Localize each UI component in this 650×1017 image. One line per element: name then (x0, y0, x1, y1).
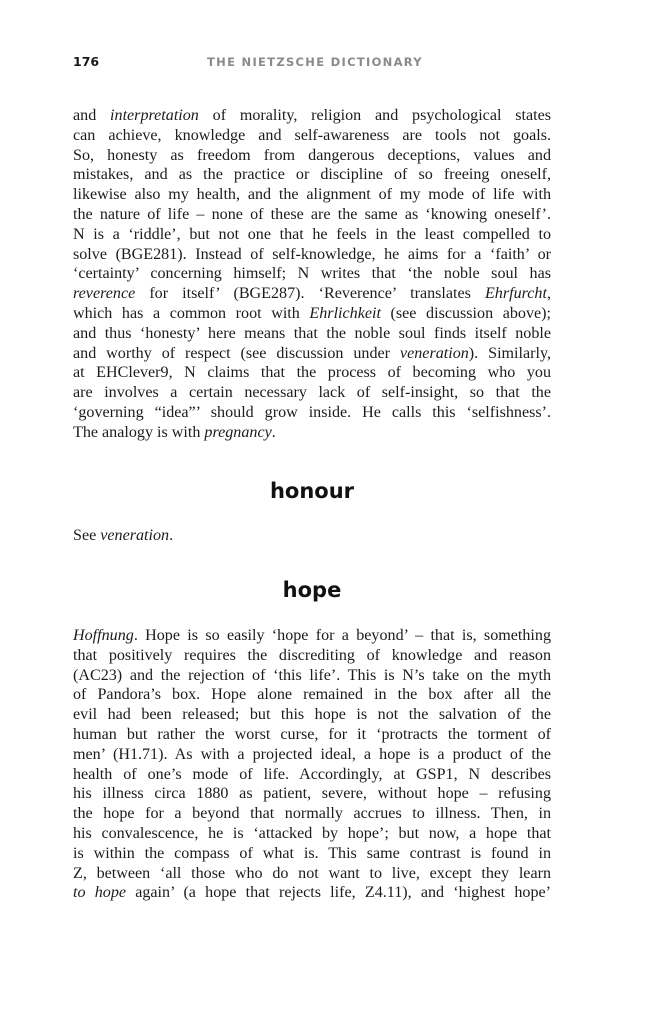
text-run: health of one’s mode of life. Accordingly, at GSP1, N describes (73, 765, 551, 783)
text-run: the hope for a beyond that normally accrues to illness. Then, in (73, 805, 551, 823)
headword-honour: honour (269, 479, 355, 503)
text-line (73, 146, 551, 166)
text-line (73, 245, 551, 265)
text-line (73, 403, 551, 423)
text-line (73, 646, 551, 666)
text-run: again’ (a hope that rejects life, Z4.11), and ‘highest hope’ (126, 884, 551, 902)
text-line (73, 883, 551, 903)
text-run: N is a ‘riddle’, but not one that he feels in the least compelled to (73, 225, 551, 243)
text-line (73, 824, 551, 844)
text-run: which has a common root with (73, 304, 310, 322)
italic-run: interpretation (110, 107, 199, 124)
headword-hope: hope (282, 578, 342, 602)
text-run: and worthy of respect (see discussion under (73, 344, 400, 362)
text-line (73, 725, 551, 745)
text-run: , (546, 285, 551, 303)
text-run: can achieve, knowledge and self-awareness are tools not goals. (73, 126, 551, 144)
text-line (73, 185, 551, 205)
text-run: likewise also my health, and the alignment of my mode of life with (73, 186, 551, 204)
text-line (73, 526, 551, 546)
text-run: human but rather the worst curse, for it ‘protracts the torment of (73, 725, 551, 743)
text-run: men’ (H1.71). As with a projected ideal, a hope is a product of the (73, 745, 551, 763)
text-run: evil had been released; but this hope is not the salvation of the (73, 706, 551, 724)
text-line (73, 284, 551, 304)
text-line (73, 626, 551, 646)
text-line (73, 126, 551, 146)
text-run: Z, between ‘all those who do not want to live, except they learn (73, 864, 551, 882)
text-run: the nature of life – none of these are the same as ‘knowing oneself’. (73, 205, 551, 223)
italic-run: to hope (73, 884, 127, 902)
text-run: (see discussion above); (380, 304, 551, 322)
text-line (73, 784, 551, 804)
text-run: See (73, 527, 101, 544)
text-line (73, 363, 551, 383)
text-line (73, 344, 551, 364)
text-run: ). Similarly, (468, 344, 551, 362)
text-line (73, 205, 551, 225)
text-line (73, 324, 551, 344)
text-line (73, 304, 551, 324)
text-line (73, 666, 551, 686)
text-run: ‘governing “idea”’ should grow inside. He calls this ‘selfishness’. (73, 403, 551, 421)
running-head (73, 54, 553, 72)
text-line (73, 804, 551, 824)
text-run: that positively requires the discrediting of knowledge and reason (73, 646, 551, 664)
text-run: for itself’ (BGE287). ‘Reverence’ translates (135, 285, 485, 303)
text-line (73, 765, 551, 785)
text-run: of Pandora’s box. Hope alone remained in the box after all the (73, 686, 551, 704)
text-run: . (169, 527, 174, 544)
text-run: of morality, religion and psychological states (198, 107, 551, 124)
italic-run: Ehrfurcht (484, 285, 547, 303)
italic-run: Ehrlichkeit (309, 304, 381, 322)
text-run: and (73, 107, 111, 124)
text-run: So, honesty as freedom from dangerous deceptions, values and (73, 146, 551, 164)
text-line (73, 844, 551, 864)
text-run: solve (BGE281). Instead of self-knowledge, he aims for a ‘faith’ or (73, 245, 551, 263)
text-line (73, 864, 551, 884)
text-run: is within the compass of what is. This same contrast is found in (73, 844, 551, 862)
text-run: and thus ‘honesty’ here means that the noble soul finds itself noble (73, 324, 551, 342)
book-title: THE NIETZSCHE DICTIONARY (207, 55, 423, 69)
text-line (73, 745, 551, 765)
text-line (73, 165, 551, 185)
text-line (73, 264, 551, 284)
entry-honour-text (73, 526, 551, 546)
page-number: 176 (73, 54, 100, 69)
text-run: (AC23) and the rejection of ‘this life’. This is N’s take on the myth (73, 666, 551, 684)
italic-run: veneration (100, 527, 170, 544)
text-run: The analogy is with (73, 423, 205, 441)
text-run: . (271, 423, 276, 441)
text-run: his illness circa 1880 as patient, severe, without hope – refusing (73, 785, 551, 803)
text-line (73, 685, 551, 705)
text-line (73, 705, 551, 725)
italic-run: veneration (399, 344, 469, 362)
text-run: are involves a certain necessary lack of self-insight, so that the (73, 384, 551, 402)
text-run: at EHClever9, N claims that the process of becoming who you (73, 364, 551, 382)
text-run: mistakes, and as the practice or discipline of so freeing oneself, (73, 166, 551, 184)
entry-hope-text (73, 626, 551, 903)
text-line (73, 383, 551, 403)
text-line (73, 423, 551, 443)
italic-run: pregnancy (204, 423, 272, 441)
text-run: his convalescence, he is ‘attacked by hope’; but now, a hope that (73, 824, 551, 842)
text-run: ‘certainty’ concerning himself; N writes that ‘the noble soul has (73, 265, 551, 283)
text-line (73, 225, 551, 245)
text-run: . Hope is so easily ‘hope for a beyond’ – that is, something (133, 627, 551, 644)
italic-run: Hoffnung (73, 627, 134, 644)
text-line (73, 106, 551, 126)
italic-run: reverence (73, 285, 136, 303)
continued-paragraph (73, 106, 551, 443)
